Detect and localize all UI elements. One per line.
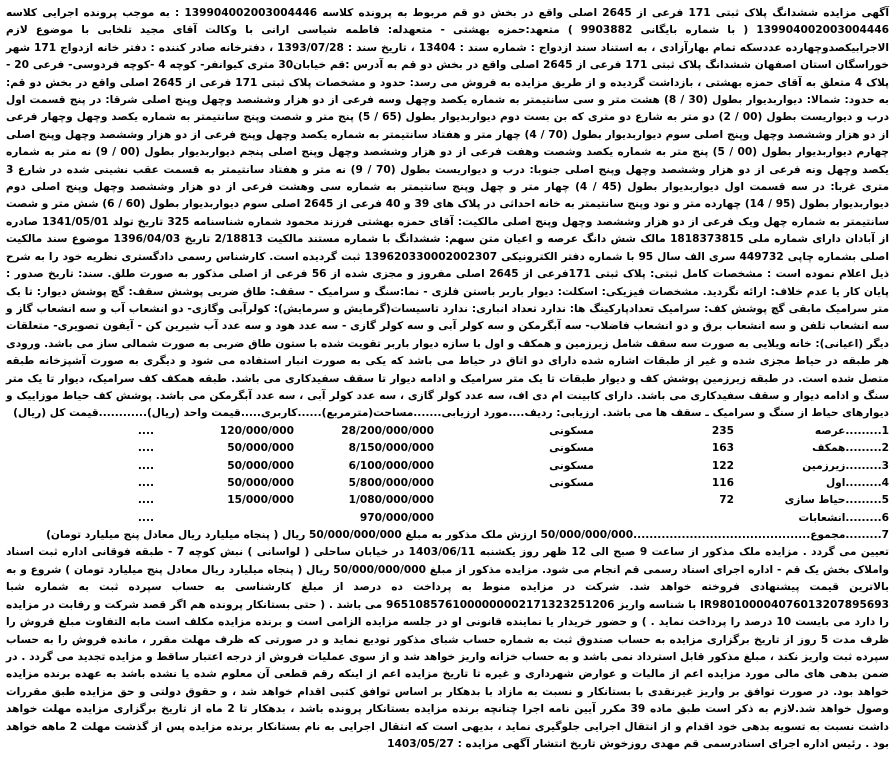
table-row	[6, 440, 889, 457]
item-unit-price: 50/000/000	[227, 442, 294, 455]
total-value-text: 7.........مجموع............................................50/000/000/000 ارزش ملک مذکور به مبلغ 50/000/000/000 ریال ( پنجاه میلیارد ریال معادل پنج میلیارد تومان)	[46, 529, 889, 542]
item-area	[594, 510, 734, 527]
item-name: 3.........زیرزمین	[802, 459, 889, 472]
table-row	[6, 475, 889, 492]
item-name: 5.........حیاط سازی	[784, 494, 889, 507]
item-use: مسکونی	[549, 476, 594, 489]
item-use: مسکونی	[549, 459, 594, 472]
item-use: مسکونی	[549, 442, 594, 455]
item-total: 28/200/000/000	[341, 424, 434, 437]
item-use	[434, 492, 594, 509]
table-row	[6, 458, 889, 475]
item-use: مسکونی	[549, 424, 594, 437]
item-filler: ....	[137, 494, 154, 507]
item-filler: ....	[137, 424, 154, 437]
item-filler: ....	[137, 511, 154, 524]
item-total: 5/800/000/000	[348, 476, 434, 489]
item-name: 2.........همکف	[812, 442, 889, 455]
item-use	[434, 510, 594, 527]
item-total: 970/000/000	[359, 511, 434, 524]
valuation-table	[6, 423, 889, 545]
item-filler: ....	[137, 442, 154, 455]
item-area: 116	[711, 476, 734, 489]
item-filler: ....	[137, 476, 154, 489]
item-unit-price: 120/000/000	[219, 424, 294, 437]
item-name: 4.........اول	[825, 476, 889, 489]
item-name: 1.........عرصه	[814, 424, 889, 437]
item-area: 235	[711, 424, 734, 437]
item-total: 8/150/000/000	[348, 442, 434, 455]
table-row	[6, 510, 889, 527]
item-unit-price	[154, 510, 294, 527]
item-total: 1/080/000/000	[348, 494, 434, 507]
notice-body-part-1: آگهی مزایده ششدانگ پلاک ثبتی 171 فرعی از 2645 اصلی واقع در بخش دو قم مربوط به پرونده کلاسه 139904002003004446 : به موجب پرونده اجرایی کلاسه 139904002003004446 ( با شماره بایگانی 9903882 ) متعهد:حمزه بهشتی - متعهدله: فاطمه شیاسی ارانی با وکالت آقای مجید تلخابی با موضوع لازم الاجرابیکصدوچهارده عددسکه تمام بهارآزادی ، به استناد سند ازدواج : شماره سند : 13404 ، تاریخ سند : 1393/07/28 ، دفترخانه صادر کننده : دفتر خانه ازدواج 171 شهر خوراسگان استان اصفهان ششدانگ پلاک ثبتی 171 فرعی از 2645 اصلی واقع در بخش دو قم به آدرس :قم خیابان30 متری کیوانفر- کوچه 4 -کوچه فردوسی- فرعی 20 - پلاک 4 متعلق به آقای حمزه بهشتی ، بازداشت گردیده و از طریق مزایده به فروش می رسد: حدود و مشخصات پلاک ثبتی 171 فرعی از 2645 اصلی واقع در بخش دو قم: به حدود: شمالا: دیواربدیوار بطول (30 / 8) هشت متر و سی سانتیمتر به شماره یکصد وچهل وسه فرعی از دو هزار وششصد وچهل وپنج اصلی شرقا: در پنج قسمت اول درب و دیواریست بطول (00 / 2) دو متر به شارع دو متری که بن بست دوم دیواربدیوار بطول (65 / 5) پنج متر و شصت وپنج سانتیمتر به شماره یکصد وچهل وچهار فرعی از دو هزار وششصد وچهل وپنج اصلی سوم دیواربدیوار بطول (70 / 4) چهار متر و هفتاد سانتیمتر به شماره یکصد وچهل وپنج فرعی از دو هزار وششصد وچهل وپنج اصلی چهارم دیواربدیوار بطول (00 / 5) پنج متر به شماره یکصد وشصت وهفت فرعی از دو هزار وششصد وچهل وپنج اصلی پنجم دیواربدیوار بطول (00 / 9) نه متر به شماره یکصد وچهل ونه فرعی از دو هزار وششصد وچهل وپنج اصلی جنوبا: درب و دیواریست بطول (70 / 9) نه متر و هفتاد سانتیمتر به قسمت عقب نشینی شده در شارع 3 متری غربا: در سه قسمت اول دیواربدیوار بطول (45 / 4) چهار متر و چهل وپنج سانتیمتر به شماره سی وهشت فرعی از دو هزار وششصد وچهل وپنج اصلی دوم دیواربدیوار بطول (95 / 14) چهارده متر و نود وپنج سانتیمتر به خانه احداثی در پلاک های 39 و 40 فرعی از 2645 اصلی سوم دیواربدیوار بطول (60 / 6) شش متر و شصت سانتیمتر به شماره چهل ویک فرعی از دو هزار وششصد وچهل وپنج اصلی مالکیت: آقای حمزه بهشتی فرزند محمود شماره شناسنامه 325 تاریخ تولد 1341/05/01 صادره از آبادان دارای شماره ملی 1818373815 مالک شش دانگ عرصه و اعیان متن سهم: ششدانگ با شماره مستند مالکیت 2/18813 تاریخ 1396/04/03 موضوع سند مالکیت اصلی بشماره چاپی 449732 سری الف سال 95 با شماره دفتر الکترونیکی 139620330002002307 ثبت گردیده است. کارشناس رسمی دادگستری نظریه خود را به شرح ذیل اعلام نموده است : مشخصات کامل ثبتی: پلاک ثبتی 171فرعی از 2645 اصلی مفروز و مجزی شده از 56 فرعی از اصلی مذکور به صورت طلق. سند: تاریخ صدور : پایان کار یا عدم خلاف: ارائه نگردید. مشخصات فیزیکی: اسکلت: دیوار باربر باستن فلزی - نما:سنگ و سرامیک - سقف: طاق ضربی پوشش سقف: گچ پوشش دیوار: تا یک متر سرامیک مابقی گچ پوشش کف: سرامیک تعدادپارکینگ ها: ندارد تعداد انباری: ندارد تاسیسات(گرمایش و سرمایش): کولرآبی وگازی- دو انشعاب آب و سه انشعاب گاز و سه انشعاب تلفن و سه انشعاب برق و دو انشعاب فاضلاب- سه آبگرمکن و سه کولر آبی و سه کولر گازی - سه عدد هود و سه عدد آب شیرین کن - آیفون تصویری- متعلقات دیگر (اعیانی): خانه ویلایی به صورت سه سقف شامل زیرزمین و همکف و اول با سازه دیوار باربر تقویت شده با ستون طاق ضربی به صورت شمالی ساز می باشد. ورودی هر طبقه در حیاط مجزی شده و غیر از طبقات اشاره شده دارای دو اتاق در حیاط می باشد که یکی به صورت انبار استفاده می شود و دیگری به صورت آشپزخانه طبقه متصل شده است. در طبقه زیرزمین پوشش کف و دیوار طبقات تا یک متر سرامیک و ادامه دیوار تا سقف سفیدکاری می باشد. طبقه همکف کف سرامیک، دیوار تا یک متر سنگ و ادامه دیوار و سقف سفیدکاری می باشد. دارای کابینت ام دی اف، سه عدد کولر گازی ، سه عدد کولر آبی ، سه عدد آبگرمکن می باشد. پوشش کف حیاط موزاییک و دیوارهای حیاط از سنگ و سرامیک ـ سقف ها می باشد. ارزیابی: ردیف....مورد ارزیابی.......مساحت(مترمربع)......کاربری.....قیمت واحد (ریال)............قیمت کل (ریال)	[6, 7, 890, 420]
item-unit-price: 50/000/000	[227, 459, 294, 472]
item-area: 122	[711, 459, 734, 472]
item-name: 6.........انشعابات	[798, 511, 889, 524]
table-row	[6, 423, 889, 440]
item-area: 163	[711, 442, 734, 455]
notice-body-part-2: تعیین می گردد . مزایده ملک مذکور از ساعت 9 صبح الی 12 ظهر روز یکشنبه 1403/06/11 در خیابان ساحلی ( لواسانی ) نبش کوچه 7 - طبقه فوقانی اداره ثبت اسناد واملاک بخش یک قم - اداره اجرای اسناد رسمی قم انجام می شود. مزایده مذکور از مبلغ 50/000/000/000 ریال ( پنجاه میلیارد ریال معادل پنج میلیارد تومان ) شروع و به بالاترین قیمت پیشنهادی فروخته خواهد شد. شرکت در مزایده منوط به پرداخت ده درصد از مبلغ کارشناسی به حساب سپرده ثبت به شماره شبا IR980100004076013207895693 با شناسه واریز 9651085761000000002171323251206 می باشد . ( حتی بستانکار پرونده هم اگر قصد شرکت و رقابت در مزایده را دارد می بایست 10 درصد را پرداخت نماید . ) و حضور خریدار یا نماینده قانونی او در جلسه مزایده الزامی است و برنده مزایده مکلف است مابه التفاوت مبلغ فروش را ظرف مدت 5 روز از تاریخ برگزاری مزایده به حساب صندوق ثبت به شماره حساب شبای مذکور تودیع نماید و در صورتی که ظرف مهلت مقرر ، مانده فروش را به حساب سپرده ثبت واریز نکند ، مبلغ مذکور قابل استرداد نمی باشد و به حساب خزانه واریز خواهد شد و از سوی عملیات فروش از درجه اعتبار ساقط و مزایده تجدید می گردد . در ضمن بدهی های مالی مورد مزایده اعم از مالیات و عوارض شهرداری و غیره تا تاریخ مزایده اعم از اینکه رقم قطعی آن معلوم شده یا نشده باشد به عهده برنده مزایده خواهد بود. در صورت توافق بر واریز غیرنقدی با بستانکار و نسبت به مازاد با بدهکار بر اساس توافق کتبی اقدام خواهد شد ، و حقوق دولتی و حق مزایده طبق مقررات وصول خواهد شد.لازم به ذکر است طبق ماده 39 مکرر آیین نامه اجرا چنانچه برنده مزایده بستانکار پرونده باشد ، بدهکار تا 2 ماه از تاریخ برگزاری مزایده مهلت خواهد داشت نسبت به تسویه بدهی خود اقدام و از انتقال اجرایی جلوگیری نماید ، بدیهی است که انتقال اجرایی به نام بستانکار برنده مزایده پس از گذشت مهلت 2 ماهه خواهد بود . رئیس اداره اجرای اسنادرسمی قم مهدی روزخوش تاریخ انتشار آگهی مزایده : 1403/05/27	[6, 546, 890, 750]
item-unit-price: 15/000/000	[227, 494, 294, 507]
item-unit-price: 50/000/000	[227, 476, 294, 489]
item-total: 6/100/000/000	[348, 459, 434, 472]
table-total-row	[6, 527, 889, 544]
table-row	[6, 492, 889, 509]
item-area: 72	[719, 494, 734, 507]
item-filler: ....	[137, 459, 154, 472]
